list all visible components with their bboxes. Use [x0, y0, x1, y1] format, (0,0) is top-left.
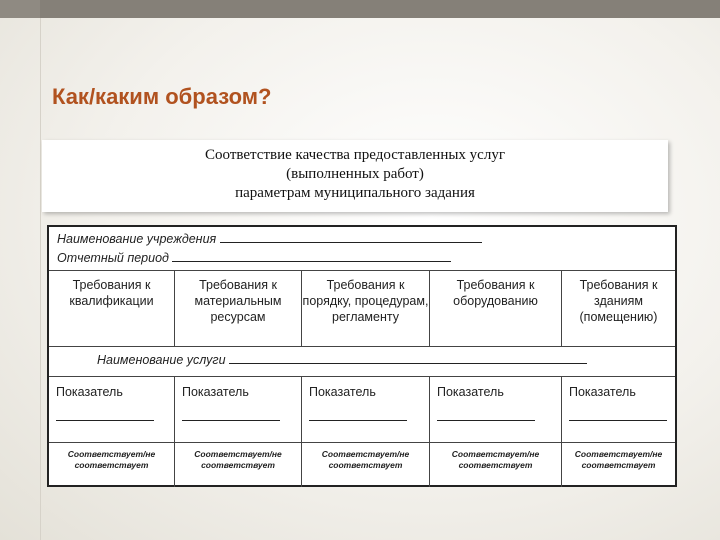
heading-box	[42, 140, 668, 212]
indicator-label: Показатель	[56, 385, 123, 399]
period-underline	[172, 251, 451, 262]
indicator-label: Показатель	[437, 385, 504, 399]
institution-underline	[220, 232, 482, 243]
compliance-cell: Соответствует/не соответствует	[302, 443, 430, 487]
top-bar-accent	[40, 0, 720, 18]
indicator-underline	[309, 410, 407, 421]
indicator-label: Показатель	[569, 385, 636, 399]
compliance-cell: Соответствует/не соответствует	[175, 443, 302, 487]
period-field	[57, 251, 451, 265]
report-form	[47, 225, 677, 487]
requirement-cell: Требования к квалификации	[49, 271, 175, 346]
service-row	[49, 347, 675, 377]
requirement-cell: Требования к порядку, процедурам, регламенту	[302, 271, 430, 346]
indicator-underline	[182, 410, 280, 421]
requirement-cell: Требования к зданиям (помещению)	[579, 278, 658, 324]
indicator-cell	[562, 377, 675, 442]
indicator-cell	[49, 377, 175, 442]
indicator-label: Показатель	[309, 385, 376, 399]
compliance-cell: Соответствует/не соответствует	[49, 443, 175, 487]
indicator-underline	[569, 410, 667, 421]
indicator-label: Показатель	[182, 385, 249, 399]
heading-line-1: Соответствие качества предоставленных услуг	[205, 147, 505, 163]
indicator-cell	[175, 377, 302, 442]
period-label: Отчетный период	[57, 251, 169, 265]
indicator-cell	[430, 377, 562, 442]
compliance-cell: Соответствует/не соответствует	[430, 443, 562, 487]
requirement-cell: Требования к оборудованию	[430, 271, 562, 346]
form-header-row	[49, 227, 675, 271]
heading-line-3: параметрам муниципального задания	[235, 185, 475, 201]
slide-title: Как/каким образом?	[52, 84, 272, 109]
requirement-cell: Требования к материальным ресурсам	[175, 271, 302, 346]
indicator-cell	[302, 377, 430, 442]
heading-line-2: (выполненных работ)	[286, 166, 424, 182]
requirements-row	[49, 271, 675, 347]
compliance-cell: Соответствует/не соответствует	[574, 449, 663, 470]
service-underline	[229, 353, 587, 364]
institution-label: Наименование учреждения	[57, 232, 217, 246]
indicators-row	[49, 377, 675, 443]
institution-field	[57, 232, 482, 246]
service-field	[97, 353, 587, 367]
service-label: Наименование услуги	[97, 353, 226, 367]
compliance-row	[49, 443, 675, 487]
left-divider	[40, 18, 41, 540]
indicator-underline	[56, 410, 154, 421]
indicator-underline	[437, 410, 535, 421]
